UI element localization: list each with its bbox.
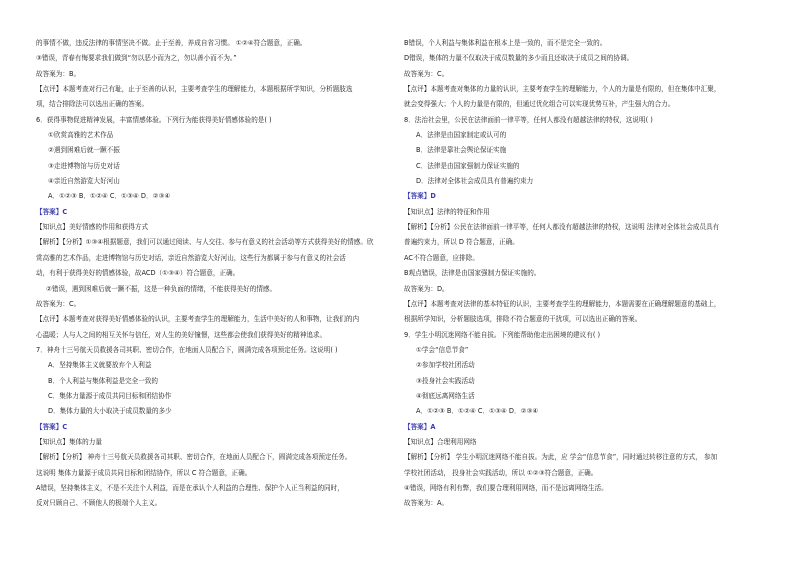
- text-line: 学校社团活动， 投身社会实践活动，所以 ①②③符合题意，正确。: [404, 468, 598, 477]
- option-line: ②遇到困难后就一蹶不振: [48, 146, 120, 155]
- answer-line: 【答案】C: [36, 422, 68, 431]
- text-line: 赏高雅的艺术作品，走进博物馆与历史对话，亲近自然游览大好河山，这些行为都属于参与有意义的社会活: [36, 253, 346, 262]
- text-line: 9．学生小明沉迷网络不能自拔。下列能帮助他走出困境的建议有( ): [404, 330, 601, 339]
- option-line: A．①②③ B．①②④ C．①③④ D．②③④: [48, 192, 171, 201]
- text-line: 【知识点】法律的特征和作用: [404, 207, 490, 216]
- text-line: 【点评】本题考查对集体的力量的认识，主要考查学生的理解能力，个人的力量是有限的，但在集体中汇聚，: [404, 85, 721, 94]
- text-line: 动，有利于获得美好的情感体验，故ACD（①③④）符合题意，正确。: [36, 269, 240, 278]
- text-line: ②错误，遇到困难后就一蹶不振，这是一种负面的情绪，不能获得美好的情感。: [46, 284, 277, 293]
- option-line: D．集体力量的大小取决于成员数量的多少: [48, 407, 172, 416]
- text-line: 【知识点】集体的力量: [36, 437, 102, 446]
- text-line: 就会变得强大；个人的力量是有限的，但通过优化组合可以实现优势互补，产生强大的合力。: [404, 100, 675, 109]
- text-line: 【知识点】合理利用网络: [404, 437, 477, 446]
- text-line: 【解析】【分析】 学生小明沉迷网络不能自拔。为此，应 学会“信息节食”，同时通过转移注意的方式， 参加: [404, 453, 718, 462]
- text-line: 【解析】【分析】公民在法律面前一律平等，任何人都没有超越法律的特权，这说明 法律对全体社会成员具有: [404, 223, 720, 232]
- option-line: D．法律对全体社会成员具有普遍约束力: [416, 177, 534, 186]
- text-line: 故答案为：A。: [404, 499, 449, 508]
- text-line: 故答案为：B。: [36, 69, 81, 78]
- option-line: ①学会“信息节食”: [416, 345, 469, 354]
- option-line: A．坚持集体主义就要放弃个人利益: [48, 361, 152, 370]
- text-line: 反对只顾自己、不顾他人的极端个人主义。: [36, 499, 162, 508]
- option-line: B．个人利益与集体利益是完全一致的: [48, 376, 159, 385]
- text-line: 根据所学知识，分析题肢选项，排除不符合题意的干扰项，可以选出正确的答案。: [404, 315, 642, 324]
- text-line: D错误，集体的力量不仅取决于成员数量的多少而且还取决于成员之间的协调。: [404, 54, 634, 63]
- text-line: A错误，坚持集体主义，不是不关注个人利益，而是在承认个人利益的合理性、保护个人正当利益的同时，: [36, 483, 344, 492]
- text-line: 【点评】本题考查对获得美好情感体验的认识，主要考查学生的理解能力，生活中美好的人和事物，让我们的内: [36, 315, 360, 324]
- option-line: ②参加学校社团活动: [416, 361, 475, 370]
- text-line: 故答案为：D。: [404, 284, 449, 293]
- option-line: B．法律是靠社会舆论保证实施: [416, 146, 507, 155]
- text-line: 6．获得事物促进精神发展，丰富情感体验。下列行为能获得美好情感体验的是( ): [36, 115, 272, 124]
- text-line: 普遍约束力，所以 D 符合题意，正确。: [404, 238, 519, 247]
- text-line: 【点评】本题考查对法律的基本特征的认识，主要考查学生的理解能力，本题需要在正确理解题意的基础上，: [404, 299, 721, 308]
- text-line: 项，结合排除法可以选出正确的答案。: [36, 100, 149, 109]
- text-line: B错误，个人利益与集体利益在根本上是一致的，而不是完全一致的。: [404, 39, 607, 47]
- text-line: 心温暖；人与人之间的相互关怀与信任，对人生的美好憧憬，这些都会使我们获得美好的精神追求。: [36, 330, 327, 339]
- text-line: 这说明 集体力量源于成员共同目标和团结协作，所以 C 符合题意，正确。: [36, 468, 252, 477]
- answer-line: 【答案】A: [404, 422, 436, 431]
- text-line: B观点错误，法律是由国家强制力保证实施的。: [404, 269, 541, 278]
- option-line: A．①②③ B．①②④ C．①③④ D．②③④: [416, 407, 539, 416]
- option-line: C．集体力量源于成员共同目标和团结协作: [48, 391, 172, 400]
- right-column: [404, 36, 756, 512]
- option-line: ③走进博物馆与历史对话: [48, 161, 120, 170]
- option-line: ④彻底远离网络生活: [416, 391, 475, 400]
- text-line: ④错误，网络有利有弊，我们要合理利用网络，而不是远离网络生活。: [404, 483, 608, 492]
- text-line: AC不符合题意，应排除。: [404, 253, 479, 262]
- text-line: 【点评】本题考查对行己有耻，止于至善的认识，主要考查学生的理解能力，本题根据所学知识，分析题肢选: [36, 85, 353, 94]
- answer-line: 【答案】D: [404, 192, 436, 201]
- text-line: 7．神舟十三号航天员救援各司其职、密切合作，在地面人员配合下，圆满完成各项预定任务。这说明( ): [36, 345, 338, 354]
- left-column: [36, 36, 388, 512]
- text-line: 【知识点】美好情感的作用和获得方式: [36, 223, 149, 232]
- option-line: ③投身社会实践活动: [416, 376, 475, 385]
- text-line: 故答案为：C。: [404, 69, 449, 78]
- answer-line: 【答案】C: [36, 207, 68, 216]
- text-line: 【解析】【分析】①③④根据题意，我们可以通过阅读、与人交往、参与有意义的社会活动等方式获得美好的情感。欣: [36, 238, 374, 247]
- text-line: 【解析】【分析】 神舟十三号航天员救援各司其职、密切合作，在地面人员配合下，圆满完成各项预定任务。: [36, 453, 352, 462]
- option-line: C．法律是由国家强制力保证实施的: [416, 161, 520, 170]
- text-line: 故答案为：C。: [36, 299, 81, 308]
- option-line: ①欣赏高雅的艺术作品: [48, 131, 114, 140]
- text-line: 8．法治社会里，公民在法律面前一律平等，任何人都没有超越法律的特权，这说明( ): [404, 115, 653, 124]
- text-line: 的事情不做，违反法律的事情坚决不做。止于至善，养成自省习惯。 ①②④符合题意，正确。: [36, 39, 307, 47]
- option-line: ④亲近自然游览大好河山: [48, 177, 120, 186]
- option-line: A．法律是由国家制定或认可的: [416, 131, 507, 140]
- text-line: ③错误，青春有悔要求我们做到“勿以恶小而为之，勿以善小而不为。”: [36, 54, 237, 63]
